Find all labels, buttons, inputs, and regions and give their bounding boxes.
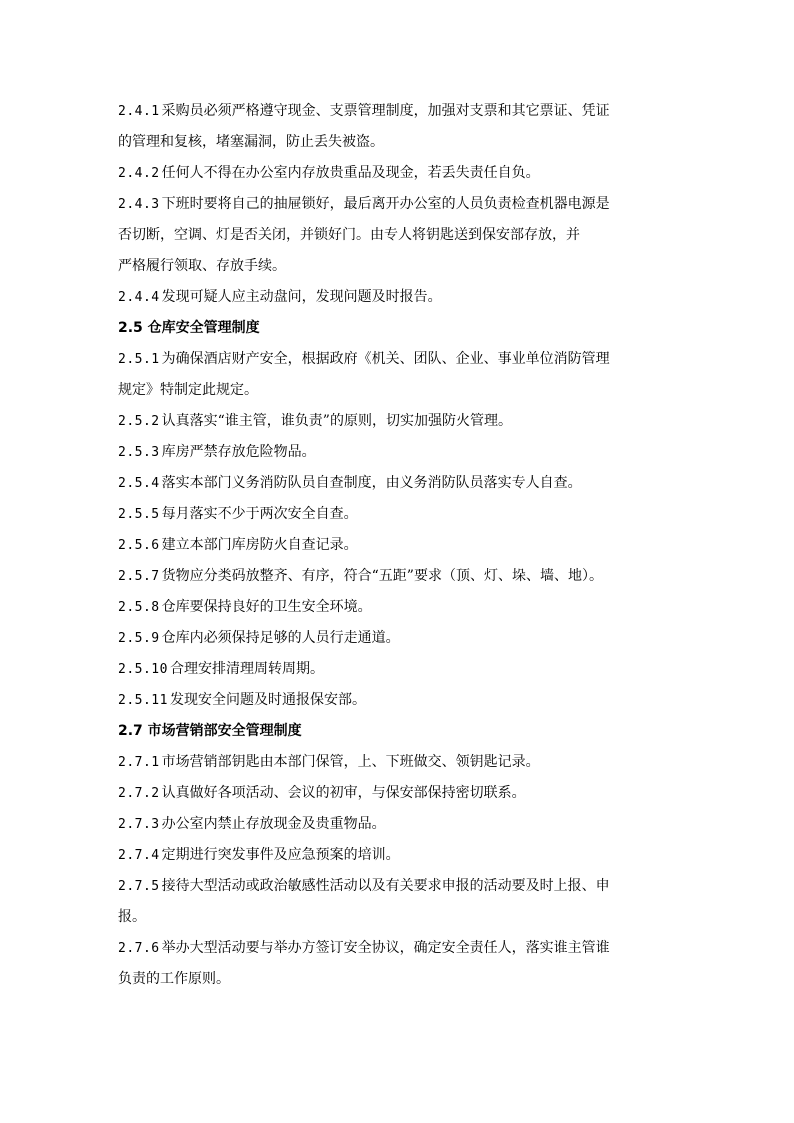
clause-2-5-1 (118, 344, 678, 375)
clause-2-7-1 (118, 747, 678, 778)
clause-continuation: 严格履行领取、存放手续。 (118, 258, 286, 274)
clause-text: 库房严禁存放危险物品。 (161, 444, 316, 460)
clause-number: 2.7.3 (118, 817, 160, 832)
clause-2-5-9 (118, 623, 678, 654)
clause-text: 发现可疑人应主动盘问，发现问题及时报告。 (161, 289, 442, 305)
clause-continuation: 负责的工作原则。 (118, 971, 230, 987)
clause-number: 2.5.8 (118, 600, 160, 615)
clause-2-5-4 (118, 468, 678, 499)
clause-number: 2.4.3 (118, 197, 160, 212)
clause-number: 2.5.4 (118, 476, 160, 491)
clause-number: 2.5.6 (118, 538, 160, 553)
clause-2-7-3 (118, 809, 678, 840)
clause-number: 2.7.1 (118, 755, 160, 770)
clause-2-4-3 (118, 189, 678, 220)
clause-number: 2.5.7 (118, 569, 160, 584)
clause-number: 2.5.11 (118, 693, 168, 708)
clause-continuation: 规定》特制定此规定。 (118, 382, 258, 398)
clause-2-7-4 (118, 840, 678, 871)
clause-number: 2.4.4 (118, 290, 160, 305)
section-heading-2-7: 2.7 市场营销部安全管理制度 (118, 723, 302, 739)
clause-2-5-2 (118, 406, 678, 437)
clause-text: 合理安排清理周转周期。 (169, 661, 324, 677)
clause-2-5-6 (118, 530, 678, 561)
clause-text: 为确保酒店财产安全，根据政府《机关、团队、企业、事业单位消防管理 (161, 351, 610, 367)
clause-2-5-10 (118, 654, 678, 685)
clause-text: 下班时要将自己的抽屉锁好，最后离开办公室的人员负责检查机器电源是 (161, 196, 610, 212)
document-body (118, 96, 678, 995)
clause-2-5-11 (118, 685, 678, 716)
clause-text: 采购员必须严格遵守现金、支票管理制度，加强对支票和其它票证、凭证 (161, 103, 610, 119)
clause-2-5-7 (118, 561, 678, 592)
clause-number: 2.5.3 (118, 445, 160, 460)
clause-2-4-2 (118, 158, 678, 189)
clause-2-7-5 (118, 871, 678, 902)
clause-continuation: 的管理和复核，堵塞漏洞，防止丢失被盗。 (118, 134, 384, 150)
clause-number: 2.7.2 (118, 786, 160, 801)
clause-2-5-8 (118, 592, 678, 623)
clause-text: 举办大型活动要与举办方签订安全协议，确定安全责任人，落实谁主管谁 (161, 940, 610, 956)
clause-text: 定期进行突发事件及应急预案的培训。 (161, 847, 400, 863)
clause-number: 2.4.1 (118, 104, 160, 119)
clause-text: 仓库要保持良好的卫生安全环境。 (161, 599, 372, 615)
clause-number: 2.5.2 (118, 414, 160, 429)
clause-number: 2.4.2 (118, 166, 160, 181)
clause-number: 2.7.6 (118, 941, 160, 956)
clause-text: 接待大型活动或政治敏感性活动以及有关要求申报的活动要及时上报、申 (161, 878, 610, 894)
clause-number: 2.5.9 (118, 631, 160, 646)
clause-2-7-6 (118, 933, 678, 964)
clause-number: 2.5.5 (118, 507, 160, 522)
clause-number: 2.5.1 (118, 352, 160, 367)
clause-text: 市场营销部钥匙由本部门保管，上、下班做交、领钥匙记录。 (161, 754, 540, 770)
clause-number: 2.7.5 (118, 879, 160, 894)
clause-text: 每月落实不少于两次安全自查。 (161, 506, 358, 522)
clause-2-7-2 (118, 778, 678, 809)
clause-text: 认真落实“谁主管，谁负责”的原则，切实加强防火管理。 (161, 413, 512, 429)
clause-text: 货物应分类码放整齐、有序，符合“五距”要求（顶、灯、垛、墙、地）。 (161, 568, 603, 584)
clause-2-5-3 (118, 437, 678, 468)
clause-number: 2.7.4 (118, 848, 160, 863)
clause-2-4-1 (118, 96, 678, 127)
section-heading-2-5: 2.5 仓库安全管理制度 (118, 320, 260, 336)
clause-2-4-4 (118, 282, 678, 313)
clause-continuation: 否切断，空调、灯是否关闭，并锁好门。由专人将钥匙送到保安部存放，并 (118, 227, 580, 243)
clause-text: 发现安全问题及时通报保安部。 (169, 692, 366, 708)
clause-2-5-5 (118, 499, 678, 530)
clause-text: 任何人不得在办公室内存放贵重品及现金，若丢失责任自负。 (161, 165, 540, 181)
clause-number: 2.5.10 (118, 662, 168, 677)
clause-text: 落实本部门义务消防队员自查制度，由义务消防队员落实专人自查。 (161, 475, 582, 491)
clause-text: 仓库内必须保持足够的人员行走通道。 (161, 630, 400, 646)
clause-continuation: 报。 (118, 909, 146, 925)
clause-text: 办公室内禁止存放现金及贵重物品。 (161, 816, 386, 832)
clause-text: 建立本部门库房防火自查记录。 (161, 537, 358, 553)
clause-text: 认真做好各项活动、会议的初审，与保安部保持密切联系。 (161, 785, 526, 801)
